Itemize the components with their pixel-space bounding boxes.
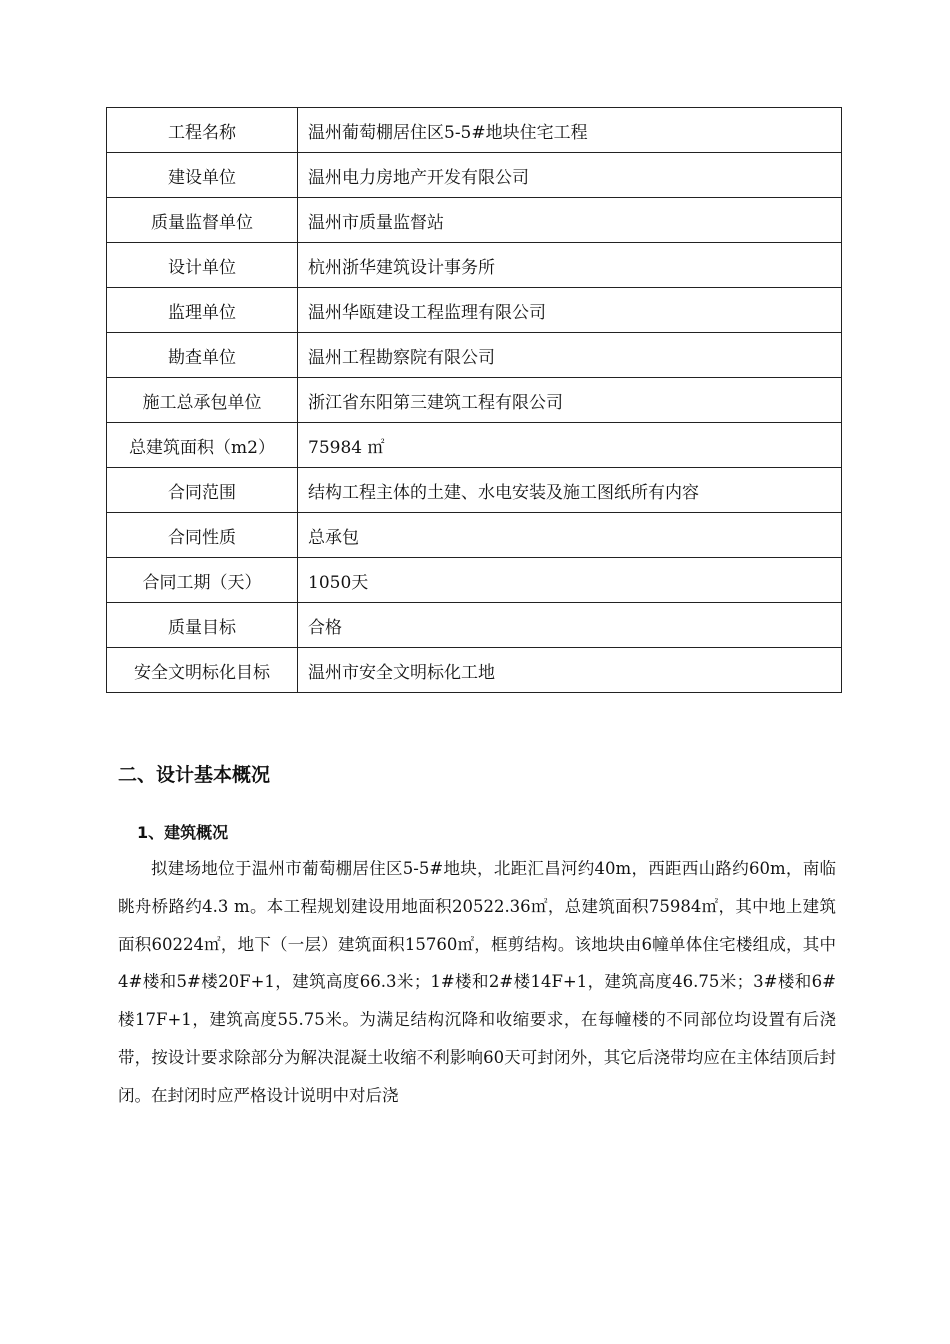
table-row-label: 质量目标 <box>107 603 298 648</box>
table-row <box>107 108 842 153</box>
table-row-label: 质量监督单位 <box>107 198 298 243</box>
table-row-label: 工程名称 <box>107 108 298 153</box>
building-overview-paragraph: 拟建场地位于温州市葡萄棚居住区5-5#地块，北距汇昌河约40m，西距西山路约60m，南临眺舟桥路约4.3 m。本工程规划建设用地面积20522.36㎡，总建筑面积75984㎡，其中地上建筑面积60224㎡，地下（一层）建筑面积15760㎡，框剪结构。该地块由6幢单体住宅楼组成，其中4#楼和5#楼20F+1，建筑高度66.3米；1#楼和2#楼14F+1，建筑高度46.75米；3#楼和6#楼17F+1，建筑高度55.75米。为满足结构沉降和收缩要求，在每幢楼的不同部位均设置有后浇带，按设计要求除部分为解决混凝土收缩不利影响60天可封闭外，其它后浇带均应在主体结顶后封闭。在封闭时应严格设计说明中对后浇 <box>118 859 836 1105</box>
table-row-value: 温州电力房地产开发有限公司 <box>298 153 842 198</box>
table-row-label: 合同范围 <box>107 468 298 513</box>
project-info-table-body <box>107 108 842 693</box>
table-row <box>107 648 842 693</box>
sub-heading: 1、建筑概况 <box>137 823 229 842</box>
table-row <box>107 243 842 288</box>
table-row <box>107 288 842 333</box>
table-row <box>107 468 842 513</box>
table-row-value: 温州市安全文明标化工地 <box>298 648 842 693</box>
table-row-value: 1050天 <box>298 558 842 603</box>
table-row <box>107 558 842 603</box>
project-info-table <box>106 107 842 693</box>
table-row <box>107 378 842 423</box>
table-row-value: 结构工程主体的土建、水电安装及施工图纸所有内容 <box>298 468 842 513</box>
table-row-value: 75984 ㎡ <box>298 423 842 468</box>
section-heading: 二、设计基本概况 <box>118 764 271 786</box>
table-row-value: 杭州浙华建筑设计事务所 <box>298 243 842 288</box>
table-row-value: 温州华瓯建设工程监理有限公司 <box>298 288 842 333</box>
table-row-label: 勘查单位 <box>107 333 298 378</box>
table-row-value: 浙江省东阳第三建筑工程有限公司 <box>298 378 842 423</box>
table-row-value: 总承包 <box>298 513 842 558</box>
table-row <box>107 198 842 243</box>
table-row-value: 温州市质量监督站 <box>298 198 842 243</box>
table-row <box>107 423 842 468</box>
table-row-label: 总建筑面积（m2） <box>107 423 298 468</box>
table-row <box>107 153 842 198</box>
table-row <box>107 333 842 378</box>
table-row-label: 施工总承包单位 <box>107 378 298 423</box>
table-row-label: 合同工期（天） <box>107 558 298 603</box>
table-row-label: 建设单位 <box>107 153 298 198</box>
table-row-value: 温州工程勘察院有限公司 <box>298 333 842 378</box>
table-row-label: 安全文明标化目标 <box>107 648 298 693</box>
table-row-value: 温州葡萄棚居住区5-5#地块住宅工程 <box>298 108 842 153</box>
table-row-label: 监理单位 <box>107 288 298 333</box>
table-row <box>107 603 842 648</box>
table-row-label: 合同性质 <box>107 513 298 558</box>
table-row-value: 合格 <box>298 603 842 648</box>
table-row <box>107 513 842 558</box>
table-row-label: 设计单位 <box>107 243 298 288</box>
